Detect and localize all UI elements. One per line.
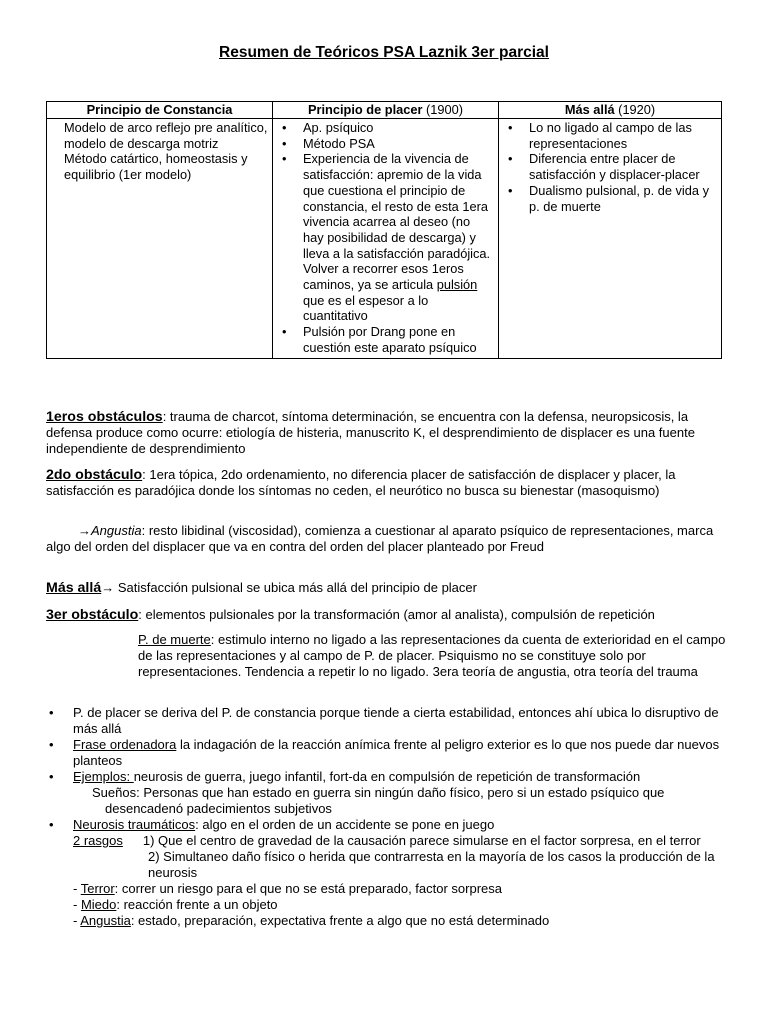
list-item: • Experiencia de la vivencia de satisfacción: apremio de la vida que cuestiona el principio de constancia, el resto de esta 1era vivencia acarrea al deseo (no hay posibilidad de descarga) y lleva a la satisfacción paradójica. Volver a recorrer esos 1eros caminos, ya se articula pulsión que es el espesor a lo cuantitativo (277, 151, 494, 324)
section-mas-alla: Más allá→ Satisfacción pulsional se ubica más allá del principio de placer (46, 580, 477, 596)
list-item: - Terror: correr un riesgo para el que no se está preparado, factor sorpresa (73, 881, 502, 896)
arrow-icon: → (78, 523, 91, 538)
section-heading: Más allá (46, 580, 102, 596)
list-item: • Ejemplos: neurosis de guerra, juego infantil, fort-da en compulsión de repetición de transformación Sueños: Personas que han estado en guerra sin ningún daño físico, pero si un estado psíquico que desencadenó padecimientos subjetivos (46, 769, 730, 817)
muerte-paragraph: P. de muerte: estimulo interno no ligado a las representaciones da cuenta de exterioridad en el campo de las representaciones y al campo de P. de placer. Psiquismo no se constituye solo por representaciones. Tendencia a repetir lo no ligado. 3era teoría de angustia, otra teoría del trauma (138, 632, 726, 679)
cell-text: Modelo de arco reflejo pre analítico, modelo de descarga motriz (64, 120, 268, 151)
arrow-icon: → (101, 580, 115, 595)
list-item: • Diferencia entre placer de satisfacción y displacer-placer (503, 151, 717, 182)
section-3er-obstaculo: 3er obstáculo: elementos pulsionales por la transformación (amor al analista), compulsión de repetición (46, 607, 655, 623)
header-placer: Principio de placer (1900) (273, 102, 499, 119)
table-header-row (47, 102, 722, 119)
section-heading: 2do obstáculo (46, 467, 143, 483)
list-item: • Frase ordenadora la indagación de la reacción anímica frente al peligro exterior es lo que nos puede dar nuevos planteos (46, 737, 730, 769)
list-item: • Método PSA (277, 136, 494, 152)
header-constancia: Principio de Constancia (47, 102, 273, 119)
cell-text: Método catártico, homeostasis y equilibrio (1er modelo) (64, 151, 248, 183)
list-item: • P. de placer se deriva del P. de constancia porque tiende a cierta estabilidad, entonces ahí ubica lo disruptivo de más allá (46, 705, 730, 737)
page-title: Resumen de Teóricos PSA Laznik 3er parcial (219, 44, 549, 61)
list-item: • Dualismo pulsional, p. de vida y p. de muerte (503, 183, 717, 214)
header-mas-alla: Más allá (1920) (499, 102, 722, 119)
list-item: • Pulsión por Drang pone en cuestión este aparato psíquico (277, 324, 494, 355)
table-row (47, 119, 722, 359)
section-heading: 3er obstáculo (46, 607, 139, 623)
list-item: • Neurosis traumáticos: algo en el orden de un accidente se pone en juego 2 rasgos 1) Que el centro de gravedad de la causación parece simularse en el factor sorpresa, en el terror 2) Simultaneo daño físico o herida que contrarresta en la mayoría de los casos la producción de la neurosis (46, 817, 730, 881)
list-item: • Lo no ligado al campo de las representaciones (503, 120, 717, 151)
cell-constancia (47, 119, 273, 359)
angustia-paragraph: →Angustia: resto libidinal (viscosidad), comienza a cuestionar al aparato psíquico de representaciones, marca algo del orden del displacer que va en contra del orden del placer planteado por Freud (46, 523, 714, 554)
summary-table (46, 101, 722, 359)
list-item: • Ap. psíquico (277, 120, 494, 136)
section-heading: 1eros obstáculos (46, 409, 163, 425)
section-1eros-obstaculos: 1eros obstáculos: trauma de charcot, síntoma determinación, se encuentra con la defensa, neuropsicosis, la defensa produce como ocurre: etiología de histeria, manuscrito K, el desprendimiento de displacer es una fuente independiente de desprendimiento (46, 409, 695, 456)
section-2do-obstaculo: 2do obstáculo: 1era tópica, 2do ordenamiento, no diferencia placer de satisfacción de displacer y placer, la satisfacción es paradójica donde los síntomas no ceden, el neurótico no busca su bienestar (masoquismo) (46, 467, 676, 498)
list-item: - Miedo: reacción frente a un objeto (73, 897, 278, 912)
bullet-list (46, 705, 730, 929)
list-item: - Angustia: estado, preparación, expectativa frente a algo que no está determinado (73, 913, 550, 928)
cell-mas-alla (499, 119, 722, 359)
cell-placer (273, 119, 499, 359)
